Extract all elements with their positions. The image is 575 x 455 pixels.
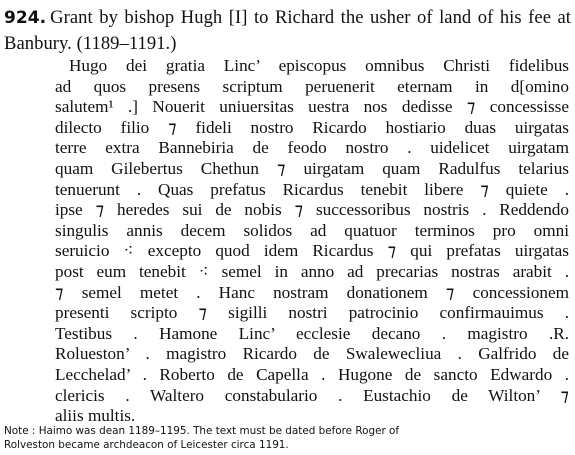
body-line: Testibus . Hamone Linc’ ecclesie decano . magistro .R.: [55, 323, 569, 343]
body-line: dilecto filio ⁊ fideli nostro Ricardo hostiario duas uirgatas: [55, 117, 569, 137]
body-line: aliis multis.: [55, 406, 136, 426]
body-line: post eum tenebit ⁖ semel in anno ad precarias nostras arabit .: [55, 261, 569, 281]
entry-number: 924.: [4, 8, 47, 28]
body-line: ⁊ semel metet . Hanc nostram donationem ⁊ concessionem: [55, 282, 569, 302]
editorial-note: [4, 425, 571, 452]
body-line: terre extra Bannebiria de feodo nostro . uidelicet uirgatam: [55, 138, 569, 158]
heading-text: Grant by bishop Hugh [I] to Richard the usher of land of his fee at Banbury. (1189–1191.): [4, 7, 571, 54]
body-line: Lecchelad’ . Roberto de Capella . Hugone de sancto Edwardo .: [55, 364, 569, 384]
body-line: Rolueston’ . magistro Ricardo de Swalewecliua . Galfrido de: [55, 344, 569, 364]
body-line: ipse ⁊ heredes sui de nobis ⁊ successoribus nostris . Reddendo: [55, 200, 569, 220]
body-line: tenuerunt . Quas prefatus Ricardus tenebit libere ⁊ quiete .: [55, 179, 569, 199]
body-line: ad quos presens scriptum peruenerit eternam in d[omino: [55, 76, 569, 96]
body-line: clericis . Waltero constabulario . Eustachio de Wilton’ ⁊: [55, 385, 569, 405]
note-line: Rolveston became archdeacon of Leicester circa 1191.: [4, 438, 289, 451]
note-line: Note : Haimo was dean 1189–1195. The text must be dated before Roger of: [4, 425, 400, 437]
body-line: Hugo dei gratia Linc’ episcopus omnibus Christi fidelibus: [69, 56, 569, 75]
charter-body: [55, 56, 569, 427]
charter-heading: [4, 5, 571, 56]
body-line: quam Gilebertus Chethun ⁊ uirgatam quam Radulfus telarius: [55, 158, 569, 178]
body-line: presenti scripto ⁊ sigilli nostri patrocinio confirmauimus .: [55, 303, 569, 323]
body-line: salutem¹ .] Nouerit uniuersitas uestra nos dedisse ⁊ concessisse: [55, 97, 569, 117]
body-line: seruicio ⁖ excepto quod idem Ricardus ⁊ qui prefatas uirgatas: [55, 241, 569, 261]
body-line: singulis annis decem solidos ad quatuor terminos pro omni: [55, 220, 569, 240]
